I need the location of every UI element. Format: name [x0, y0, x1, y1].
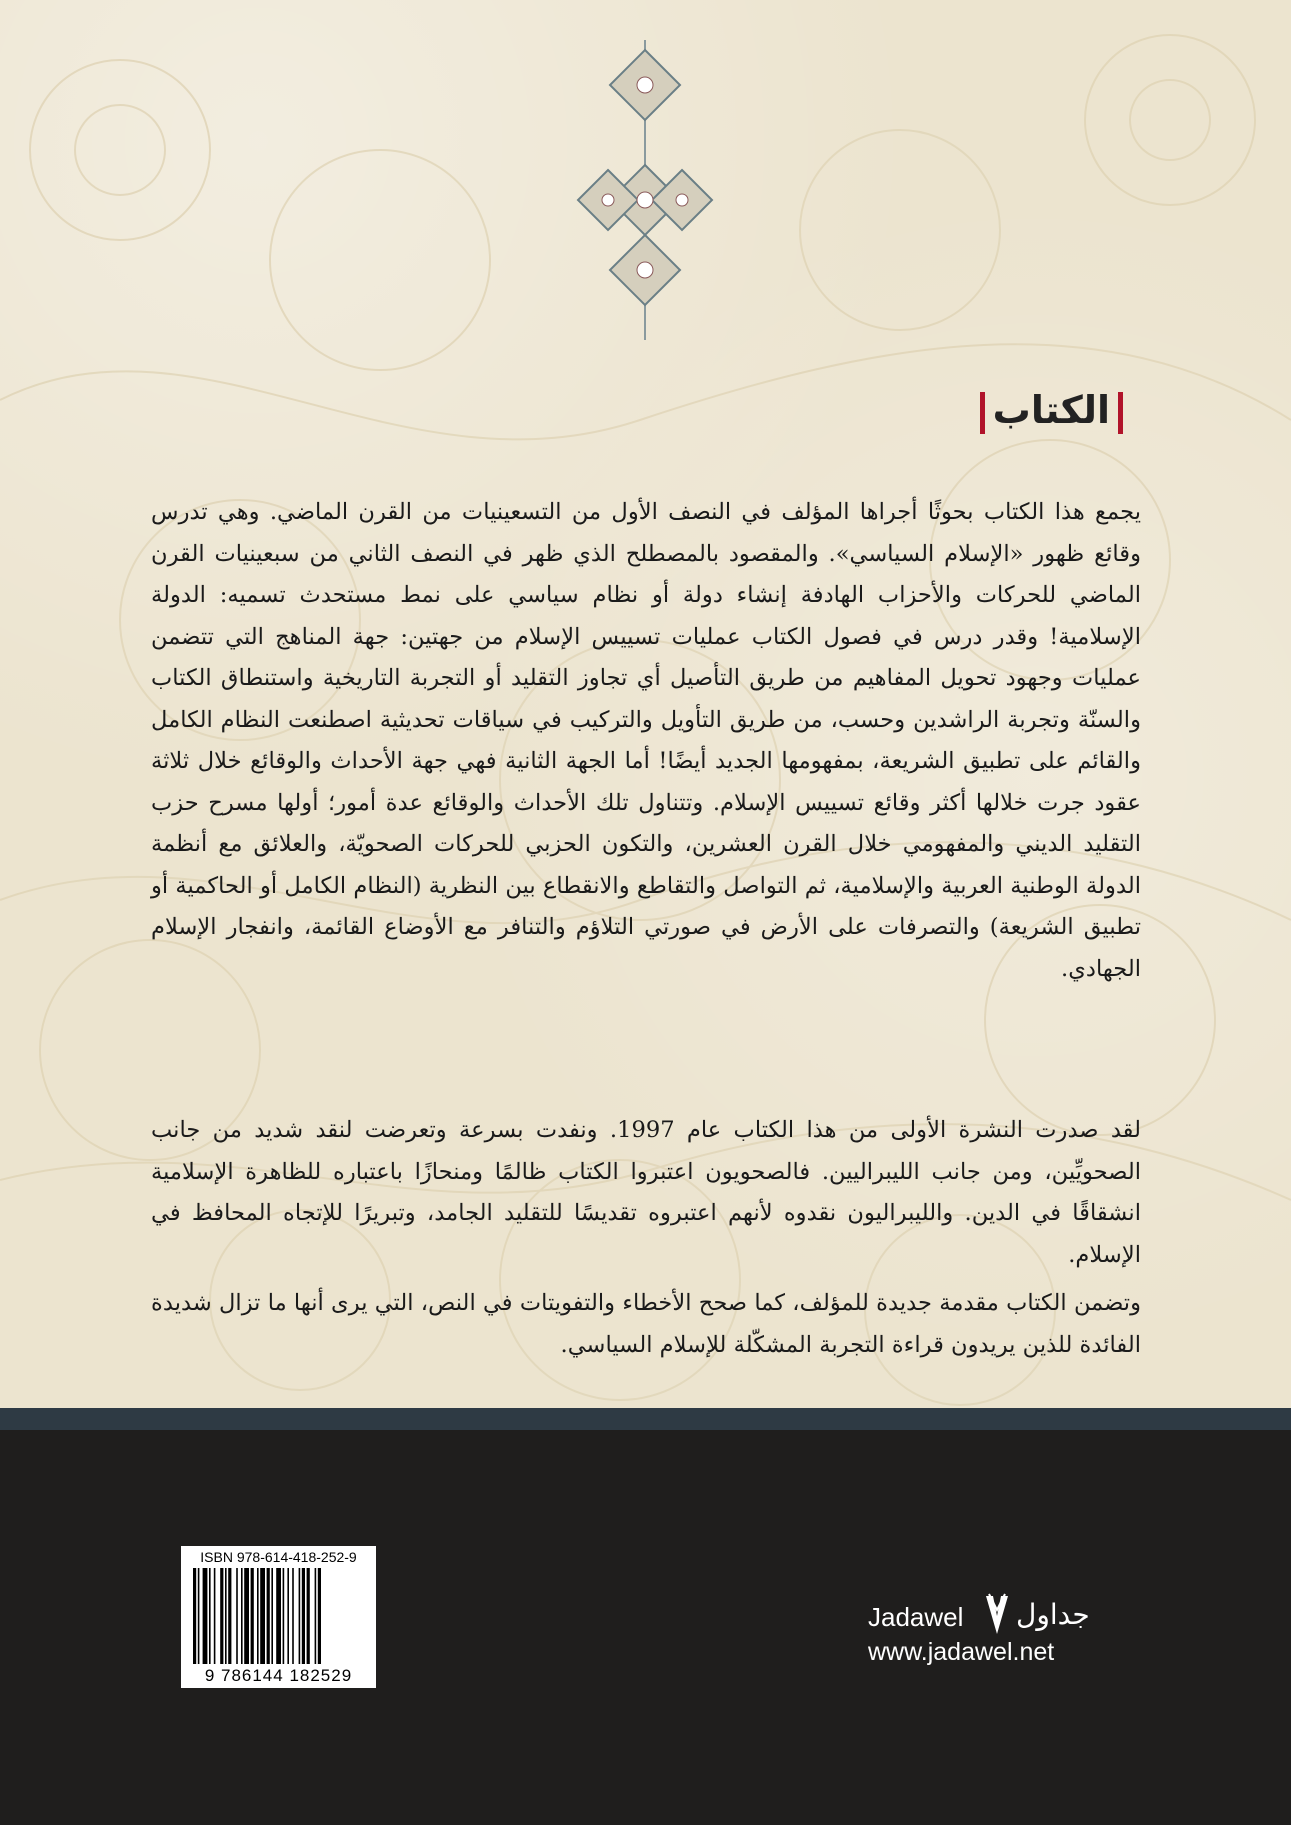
- section-heading: [972, 388, 1131, 434]
- publisher-url: www.jadawel.net: [868, 1638, 1055, 1666]
- section-heading-text: الكتاب: [992, 388, 1110, 432]
- paragraph-2: لقد صدرت النشرة الأولى من هذا الكتاب عام 1997. ونفدت بسرعة وتعرضت لنقد شديد من جانب الصحويِّين، ومن جانب الليبراليين. فالصحويون اعتبروا الكتاب ظالمًا ومنحازًا باعتباره للظاهرة الإسلامية انشقاقًا في الدين. والليبراليون نقدوه لأنهم اعتبروه تقديسًا للتقليد الجامد، وتبريرًا للإتجاه المحافظ في الإسلام.: [151, 1117, 1141, 1268]
- heading-bar-left: [980, 392, 985, 434]
- barcode-number: 9 786144 182529: [204, 1666, 353, 1685]
- band-stripe: [0, 1408, 1291, 1430]
- barcode: [181, 1546, 376, 1688]
- heading-bar-right: [1118, 392, 1123, 434]
- publisher-name-ar: جداول: [1016, 1598, 1090, 1631]
- paragraph-1: يجمع هذا الكتاب بحوثًا أجراها المؤلف في النصف الأول من التسعينيات من القرن الماضي. وهي تدرس وقائع ظهور «الإسلام السياسي». والمقصود بالمصطلح الذي ظهر في النصف الثاني من سبعينيات القرن الماضي للحركات والأحزاب الهادفة إنشاء دولة أو نظام سياسي على نمط مستحدث تسميه: الدولة الإسلامية! وقدر درس في فصول الكتاب عمليات تسييس الإسلام من جهتين: جهة المناهج التي تتضمن عمليات وجهود تحويل المفاهيم من طريق التأصيل أي تجاوز التقليد أو التجربة التاريخية واستنطاق الكتاب والسنّة وتجربة الراشدين وحسب، من طريق التأويل والتركيب في سياقات تحديثية اصطنعت النظام الكامل والقائم على تطبيق الشريعة، بمفهومها الجديد أيضًا! أما الجهة الثانية فهي جهة الأحداث والوقائع خلال ثلاثة عقود جرت خلالها أكثر وقائع تسييس الإسلام. وتتناول تلك الأحداث والوقائع عدة أمور؛ أولها مسرح حزب التقليد الديني والمفهومي خلال القرن العشرين، والتكون الحزبي للحركات الصحويّة، والعلائق مع أنظمة الدولة الوطنية العربية والإسلامية، ثم التواصل والتقاطع والانقطاع بين النظرية (النظام الكامل أو الحاكمية أو تطبيق الشريعة) والتصرفات على الأرض في صورتي التلاؤم والتنافر مع الأوضاع القائمة، وانفجار الإسلام الجهادي.: [151, 499, 1141, 982]
- isbn-label: ISBN 978-614-418-252-9: [200, 1549, 357, 1565]
- publisher-name-en: Jadawel: [868, 1602, 964, 1632]
- ornament-icon: [575, 40, 715, 340]
- barcode-bars-icon: [193, 1568, 364, 1664]
- paragraph-3: وتضمن الكتاب مقدمة جديدة للمؤلف، كما صحح الأخطاء والتفويتات في النص، التي يرى أنها ما تزال شديدة الفائدة للذين يريدون قراءة التجربة المشكّلة للإسلام السياسي.: [151, 1290, 1141, 1358]
- publisher-logo-icon: [980, 1590, 1014, 1634]
- publisher-logo: [868, 1590, 1128, 1640]
